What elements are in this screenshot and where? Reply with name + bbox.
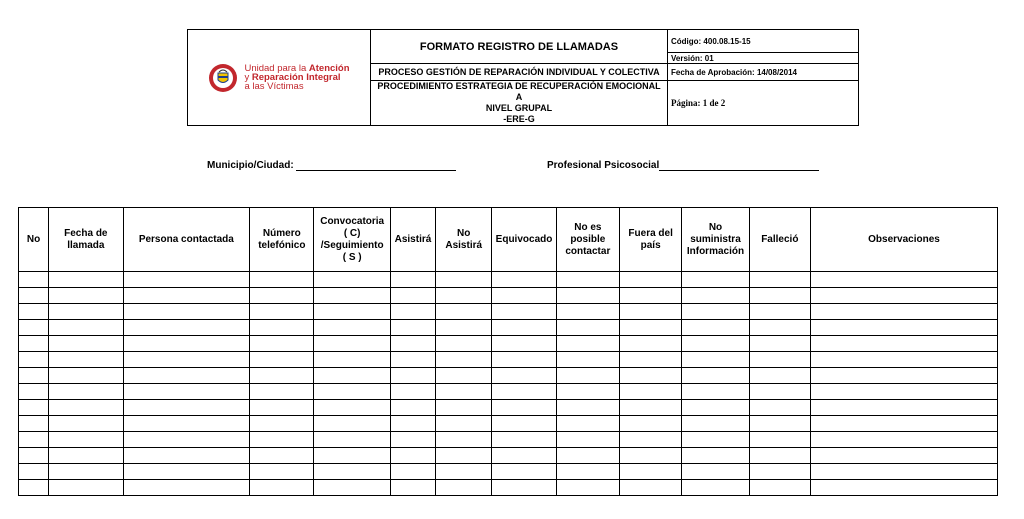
table-cell[interactable]	[682, 336, 749, 352]
table-cell[interactable]	[682, 448, 749, 464]
table-cell[interactable]	[556, 448, 619, 464]
table-cell[interactable]	[682, 432, 749, 448]
form-title: FORMATO REGISTRO DE LLAMADAS	[371, 30, 668, 64]
table-cell[interactable]	[390, 416, 435, 432]
table-cell[interactable]	[19, 304, 49, 320]
table-cell[interactable]	[749, 352, 810, 368]
procedure-line-2: NIVEL GRUPAL	[485, 103, 553, 113]
logo-line1-normal: Unidad para la	[244, 63, 309, 74]
table-cell[interactable]	[250, 464, 314, 480]
column-header-line: Persona contactada	[138, 233, 234, 245]
table-cell[interactable]	[314, 304, 390, 320]
table-cell[interactable]	[556, 272, 619, 288]
table-cell[interactable]	[49, 400, 123, 416]
table-cell[interactable]	[49, 480, 123, 496]
table-cell[interactable]	[314, 336, 390, 352]
column-header	[749, 208, 810, 272]
table-cell[interactable]	[390, 384, 435, 400]
document-code: Código: 400.08.15-15	[668, 30, 859, 53]
table-cell[interactable]	[620, 448, 682, 464]
table-cell[interactable]	[314, 480, 390, 496]
column-header	[556, 208, 619, 272]
table-cell[interactable]	[492, 448, 556, 464]
column-header-line: No	[26, 233, 41, 245]
table-cell[interactable]	[49, 368, 123, 384]
table-cell[interactable]	[620, 480, 682, 496]
table-cell[interactable]	[49, 304, 123, 320]
table-cell[interactable]	[556, 464, 619, 480]
table-cell[interactable]	[682, 416, 749, 432]
table-cell[interactable]	[250, 304, 314, 320]
table-cell[interactable]	[250, 272, 314, 288]
table-cell[interactable]	[250, 368, 314, 384]
column-header	[123, 208, 250, 272]
table-cell[interactable]	[123, 368, 250, 384]
table-cell[interactable]	[436, 368, 492, 384]
table-cell[interactable]	[390, 320, 435, 336]
table-cell[interactable]	[19, 272, 49, 288]
column-header-line: No	[457, 227, 471, 239]
column-header	[492, 208, 556, 272]
table-cell[interactable]	[620, 432, 682, 448]
table-cell[interactable]	[250, 384, 314, 400]
table-cell[interactable]	[682, 400, 749, 416]
municipio-field	[207, 160, 456, 171]
calls-register-table	[18, 207, 998, 496]
table-row	[19, 336, 998, 352]
table-cell[interactable]	[436, 352, 492, 368]
table-row	[19, 448, 998, 464]
table-cell[interactable]	[810, 384, 997, 400]
colombia-coat-of-arms-icon	[208, 63, 238, 93]
table-cell[interactable]	[314, 384, 390, 400]
table-row	[19, 352, 998, 368]
table-cell[interactable]	[49, 448, 123, 464]
table-cell[interactable]	[810, 400, 997, 416]
table-cell[interactable]	[250, 336, 314, 352]
column-header-line: suministra	[690, 233, 741, 245]
table-cell[interactable]	[810, 368, 997, 384]
table-cell[interactable]	[682, 352, 749, 368]
table-cell[interactable]	[250, 480, 314, 496]
column-header-line: contactar	[565, 245, 611, 257]
table-cell[interactable]	[436, 448, 492, 464]
column-header-line: No es	[574, 221, 602, 233]
column-header	[314, 208, 390, 272]
table-cell[interactable]	[810, 336, 997, 352]
table-row	[19, 288, 998, 304]
table-cell[interactable]	[492, 464, 556, 480]
approval-date: Fecha de Aprobación: 14/08/2014	[668, 64, 859, 81]
table-cell[interactable]	[556, 352, 619, 368]
table-cell[interactable]	[620, 288, 682, 304]
document-version: Versión: 01	[668, 53, 859, 64]
table-cell[interactable]	[314, 368, 390, 384]
table-cell[interactable]	[314, 288, 390, 304]
table-cell[interactable]	[620, 352, 682, 368]
table-cell[interactable]	[556, 320, 619, 336]
procedure-line-1: PROCEDIMIENTO ESTRATEGIA DE RECUPERACIÓN EMOCIONAL A	[377, 81, 661, 102]
table-cell[interactable]	[19, 368, 49, 384]
table-cell[interactable]	[810, 448, 997, 464]
table-cell[interactable]	[250, 288, 314, 304]
table-cell[interactable]	[620, 416, 682, 432]
table-cell[interactable]	[390, 272, 435, 288]
table-cell[interactable]	[556, 416, 619, 432]
table-cell[interactable]	[123, 384, 250, 400]
table-cell[interactable]	[620, 384, 682, 400]
table-cell[interactable]	[49, 464, 123, 480]
table-row	[19, 272, 998, 288]
column-header	[682, 208, 749, 272]
table-cell[interactable]	[492, 480, 556, 496]
table-cell[interactable]	[19, 288, 49, 304]
table-cell[interactable]	[19, 320, 49, 336]
logo-line2-normal: y	[244, 72, 252, 83]
table-cell[interactable]	[19, 336, 49, 352]
table-cell[interactable]	[436, 432, 492, 448]
logo-line1-strong: Atención	[308, 63, 350, 74]
logo-wordmark	[244, 64, 349, 91]
table-cell[interactable]	[123, 400, 250, 416]
table-cell[interactable]	[749, 368, 810, 384]
table-cell[interactable]	[556, 480, 619, 496]
table-cell[interactable]	[436, 464, 492, 480]
table-cell[interactable]	[390, 352, 435, 368]
column-header-line: /Seguimiento	[320, 239, 384, 251]
table-cell[interactable]	[620, 368, 682, 384]
table-cell[interactable]	[314, 432, 390, 448]
table-cell[interactable]	[810, 288, 997, 304]
table-cell[interactable]	[810, 416, 997, 432]
table-cell[interactable]	[682, 384, 749, 400]
table-cell[interactable]	[682, 288, 749, 304]
table-cell[interactable]	[123, 432, 250, 448]
table-cell[interactable]	[492, 416, 556, 432]
table-cell[interactable]	[390, 464, 435, 480]
table-cell[interactable]	[682, 320, 749, 336]
table-cell[interactable]	[49, 432, 123, 448]
column-header-line: Asistirá	[445, 239, 483, 251]
table-header-row	[19, 208, 998, 272]
column-header	[810, 208, 997, 272]
table-cell[interactable]	[436, 480, 492, 496]
table-cell[interactable]	[314, 416, 390, 432]
profesional-field	[547, 160, 819, 171]
table-cell[interactable]	[49, 272, 123, 288]
table-cell[interactable]	[749, 288, 810, 304]
table-cell[interactable]	[314, 352, 390, 368]
table-cell[interactable]	[250, 448, 314, 464]
table-row	[19, 304, 998, 320]
table-cell[interactable]	[390, 368, 435, 384]
table-cell[interactable]	[123, 320, 250, 336]
municipio-label: Municipio/Ciudad:	[207, 160, 294, 171]
table-cell[interactable]	[314, 400, 390, 416]
column-header	[19, 208, 49, 272]
column-header	[250, 208, 314, 272]
table-cell[interactable]	[556, 288, 619, 304]
table-cell[interactable]	[810, 464, 997, 480]
table-cell[interactable]	[436, 400, 492, 416]
table-cell[interactable]	[556, 400, 619, 416]
table-cell[interactable]	[492, 352, 556, 368]
column-header-line: Observaciones	[868, 233, 940, 245]
table-cell[interactable]	[19, 384, 49, 400]
table-cell[interactable]	[682, 464, 749, 480]
column-header-line: posible	[570, 233, 606, 245]
column-header-line: país	[640, 239, 661, 251]
table-row	[19, 416, 998, 432]
table-cell[interactable]	[250, 416, 314, 432]
table-cell[interactable]	[123, 464, 250, 480]
table-cell[interactable]	[123, 416, 250, 432]
column-header-line: Falleció	[761, 233, 799, 245]
page-number: Página: 1 de 2	[668, 81, 859, 126]
table-cell[interactable]	[749, 384, 810, 400]
table-cell[interactable]	[49, 384, 123, 400]
table-cell[interactable]	[620, 320, 682, 336]
table-cell[interactable]	[390, 400, 435, 416]
table-cell[interactable]	[49, 336, 123, 352]
table-cell[interactable]	[314, 272, 390, 288]
table-cell[interactable]	[49, 288, 123, 304]
table-cell[interactable]	[49, 320, 123, 336]
column-header	[620, 208, 682, 272]
profesional-blank-line[interactable]	[659, 160, 819, 171]
table-cell[interactable]	[436, 416, 492, 432]
table-cell[interactable]	[620, 400, 682, 416]
table-cell[interactable]	[682, 368, 749, 384]
column-header-line: Fecha de	[64, 227, 108, 239]
table-cell[interactable]	[436, 288, 492, 304]
table-cell[interactable]	[436, 336, 492, 352]
municipio-blank-line[interactable]	[296, 160, 456, 171]
organization-logo	[191, 63, 367, 93]
logo-line2-strong: Reparación Integral	[251, 72, 341, 83]
table-cell[interactable]	[749, 416, 810, 432]
table-cell[interactable]	[810, 320, 997, 336]
table-cell[interactable]	[250, 352, 314, 368]
table-cell[interactable]	[49, 352, 123, 368]
procedure-name	[371, 81, 668, 126]
table-cell[interactable]	[749, 464, 810, 480]
table-cell[interactable]	[123, 288, 250, 304]
table-cell[interactable]	[749, 400, 810, 416]
table-row	[19, 432, 998, 448]
column-header	[436, 208, 492, 272]
table-cell[interactable]	[556, 336, 619, 352]
table-cell[interactable]	[492, 400, 556, 416]
table-cell[interactable]	[492, 368, 556, 384]
table-cell[interactable]	[492, 432, 556, 448]
column-header-line: Fuera del	[628, 227, 673, 239]
table-cell[interactable]	[492, 384, 556, 400]
table-cell[interactable]	[749, 432, 810, 448]
table-cell[interactable]	[492, 304, 556, 320]
table-cell[interactable]	[620, 336, 682, 352]
table-cell[interactable]	[19, 480, 49, 496]
table-cell[interactable]	[250, 320, 314, 336]
table-cell[interactable]	[436, 384, 492, 400]
table-cell[interactable]	[620, 464, 682, 480]
table-cell[interactable]	[620, 304, 682, 320]
table-cell[interactable]	[250, 432, 314, 448]
table-cell[interactable]	[810, 352, 997, 368]
table-cell[interactable]	[810, 272, 997, 288]
table-cell[interactable]	[436, 304, 492, 320]
table-row	[19, 384, 998, 400]
table-cell[interactable]	[682, 272, 749, 288]
logo-line3: a las Víctimas	[244, 81, 304, 92]
table-cell[interactable]	[810, 480, 997, 496]
table-cell[interactable]	[492, 336, 556, 352]
table-row	[19, 480, 998, 496]
table-cell[interactable]	[492, 320, 556, 336]
table-row	[19, 320, 998, 336]
table-cell[interactable]	[390, 336, 435, 352]
table-cell[interactable]	[682, 304, 749, 320]
table-cell[interactable]	[390, 432, 435, 448]
table-cell[interactable]	[314, 320, 390, 336]
table-cell[interactable]	[810, 304, 997, 320]
table-cell[interactable]	[314, 464, 390, 480]
table-cell[interactable]	[19, 352, 49, 368]
logo-cell	[188, 30, 371, 126]
table-cell[interactable]	[123, 272, 250, 288]
column-header-line: telefónico	[258, 239, 306, 251]
table-cell[interactable]	[390, 288, 435, 304]
table-cell[interactable]	[492, 272, 556, 288]
column-header-line: Asistirá	[394, 233, 432, 245]
table-cell[interactable]	[436, 272, 492, 288]
table-cell[interactable]	[682, 480, 749, 496]
table-cell[interactable]	[49, 416, 123, 432]
table-cell[interactable]	[556, 304, 619, 320]
column-header-line: Convocatoria	[320, 215, 385, 227]
column-header-line: Información	[686, 245, 745, 257]
table-row	[19, 464, 998, 480]
table-cell[interactable]	[749, 272, 810, 288]
column-header-line: ( C)	[343, 227, 361, 239]
table-cell[interactable]	[19, 432, 49, 448]
table-cell[interactable]	[556, 432, 619, 448]
table-cell[interactable]	[123, 304, 250, 320]
table-row	[19, 400, 998, 416]
table-cell[interactable]	[749, 480, 810, 496]
procedure-line-3: -ERE-G	[503, 114, 535, 124]
table-cell[interactable]	[250, 400, 314, 416]
table-cell[interactable]	[314, 448, 390, 464]
table-cell[interactable]	[123, 352, 250, 368]
table-cell[interactable]	[556, 384, 619, 400]
table-cell[interactable]	[749, 336, 810, 352]
table-cell[interactable]	[123, 336, 250, 352]
table-cell[interactable]	[19, 464, 49, 480]
process-name: PROCESO GESTIÓN DE REPARACIÓN INDIVIDUAL Y COLECTIVA	[371, 64, 668, 81]
table-cell[interactable]	[810, 432, 997, 448]
table-cell[interactable]	[123, 480, 250, 496]
column-header-line: Número	[262, 227, 301, 239]
profesional-label: Profesional Psicosocial	[547, 160, 660, 171]
document-header	[187, 29, 859, 126]
table-cell[interactable]	[390, 304, 435, 320]
table-cell[interactable]	[19, 416, 49, 432]
table-cell[interactable]	[749, 320, 810, 336]
column-header	[49, 208, 123, 272]
column-header-line: ( S )	[342, 251, 362, 263]
table-cell[interactable]	[556, 368, 619, 384]
table-cell[interactable]	[123, 448, 250, 464]
column-header-line: llamada	[67, 239, 105, 251]
table-cell[interactable]	[620, 272, 682, 288]
table-cell[interactable]	[390, 480, 435, 496]
table-cell[interactable]	[749, 304, 810, 320]
table-cell[interactable]	[492, 288, 556, 304]
table-cell[interactable]	[749, 448, 810, 464]
table-cell[interactable]	[436, 320, 492, 336]
table-cell[interactable]	[19, 400, 49, 416]
table-body	[19, 272, 998, 496]
table-cell[interactable]	[19, 448, 49, 464]
table-cell[interactable]	[390, 448, 435, 464]
column-header	[390, 208, 435, 272]
table-row	[19, 368, 998, 384]
column-header-line: No	[708, 221, 723, 233]
column-header-line: Equivocado	[495, 233, 553, 245]
